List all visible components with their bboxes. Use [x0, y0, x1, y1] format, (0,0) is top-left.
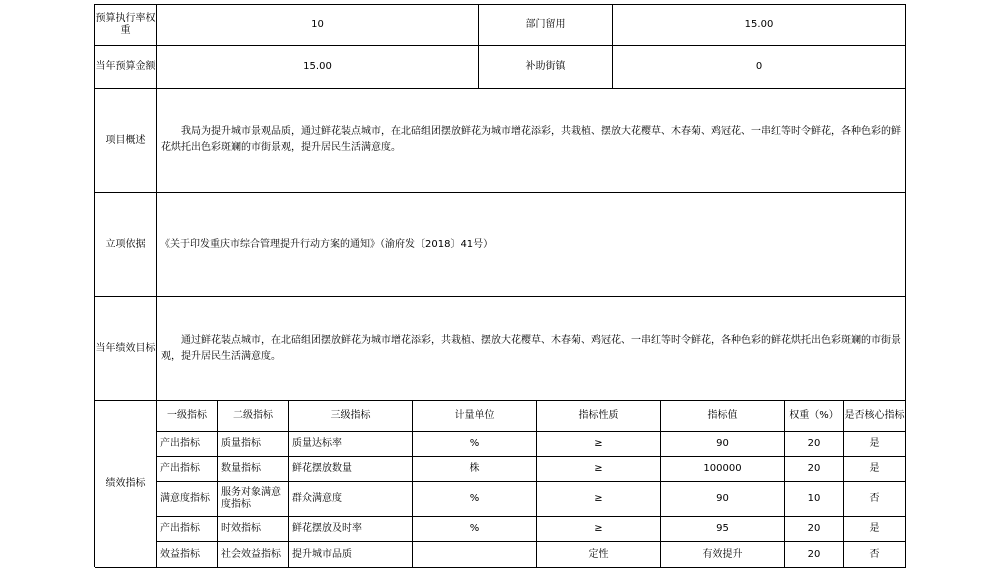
- table-cell: 否: [844, 542, 906, 568]
- table-cell: 满意度指标: [157, 482, 218, 517]
- table-cell: 群众满意度: [289, 482, 413, 517]
- table-cell: [413, 542, 537, 568]
- goal-label: 当年绩效目标: [95, 297, 157, 401]
- table-cell: %: [413, 517, 537, 542]
- table-cell: 鲜花摆放数量: [289, 457, 413, 482]
- table-cell: 株: [413, 457, 537, 482]
- weight-label: 预算执行率权重: [95, 5, 157, 46]
- table-cell: 数量指标: [218, 457, 289, 482]
- table-cell: 时效指标: [218, 517, 289, 542]
- table-cell: 是: [844, 432, 906, 457]
- goal-text: 通过鲜花装点城市，在北碚组团摆放鲜花为城市增花添彩，共栽植、摆放大花樱草、木春菊、鸡冠花、一串红等时令鲜花，各种色彩的鲜花烘托出色彩斑斓的市街景观，提升居民生活满意度。: [161, 335, 901, 362]
- table-cell: 100000: [661, 457, 785, 482]
- budget-value: 15.00: [157, 46, 479, 89]
- table-cell: 20: [785, 542, 844, 568]
- table-cell: 产出指标: [157, 457, 218, 482]
- header-value: 指标值: [661, 401, 785, 432]
- table-cell: 20: [785, 457, 844, 482]
- table-cell: 是: [844, 517, 906, 542]
- dept-value: 15.00: [613, 5, 906, 46]
- dept-label: 部门留用: [479, 5, 613, 46]
- table-cell: 鲜花摆放及时率: [289, 517, 413, 542]
- table-cell: 定性: [537, 542, 661, 568]
- subsidy-label: 补助街镇: [479, 46, 613, 89]
- basis-text: 《关于印发重庆市综合管理提升行动方案的通知》（渝府发〔2018〕41号）: [157, 193, 906, 297]
- table-cell: 否: [844, 482, 906, 517]
- header-level1: 一级指标: [157, 401, 218, 432]
- budget-label: 当年预算金额: [95, 46, 157, 89]
- table-cell: ≥: [537, 432, 661, 457]
- header-weight: 权重（%）: [785, 401, 844, 432]
- header-level3: 三级指标: [289, 401, 413, 432]
- weight-value: 10: [157, 5, 479, 46]
- overview-text: 我局为提升城市景观品质，通过鲜花装点城市，在北碚组团摆放鲜花为城市增花添彩，共栽植、摆放大花樱草、木春菊、鸡冠花、一串红等时令鲜花，各种色彩的鲜花烘托出色彩斑斓的市街景观，提升居民生活满意度。: [161, 126, 901, 153]
- indicators-label: 绩效指标: [95, 401, 157, 568]
- table-cell: 社会效益指标: [218, 542, 289, 568]
- table-cell: 服务对象满意度指标: [218, 482, 289, 517]
- table-cell: ≥: [537, 482, 661, 517]
- table-cell: 90: [661, 432, 785, 457]
- table-cell: 有效提升: [661, 542, 785, 568]
- header-core: 是否核心指标: [844, 401, 906, 432]
- table-cell: 质量达标率: [289, 432, 413, 457]
- budget-table: [94, 4, 906, 567]
- table-cell: 提升城市品质: [289, 542, 413, 568]
- table-cell: 20: [785, 517, 844, 542]
- header-unit: 计量单位: [413, 401, 537, 432]
- table-cell: 产出指标: [157, 432, 218, 457]
- table-cell: 效益指标: [157, 542, 218, 568]
- basis-label: 立项依据: [95, 193, 157, 297]
- table-cell: 产出指标: [157, 517, 218, 542]
- table-cell: ≥: [537, 517, 661, 542]
- header-level2: 二级指标: [218, 401, 289, 432]
- subsidy-value: 0: [613, 46, 906, 89]
- header-nature: 指标性质: [537, 401, 661, 432]
- table-cell: 95: [661, 517, 785, 542]
- table-cell: 10: [785, 482, 844, 517]
- table-cell: 质量指标: [218, 432, 289, 457]
- table-cell: 90: [661, 482, 785, 517]
- table-cell: 20: [785, 432, 844, 457]
- overview-label: 项目概述: [95, 89, 157, 193]
- table-cell: %: [413, 432, 537, 457]
- table-cell: %: [413, 482, 537, 517]
- table-cell: ≥: [537, 457, 661, 482]
- table-cell: 是: [844, 457, 906, 482]
